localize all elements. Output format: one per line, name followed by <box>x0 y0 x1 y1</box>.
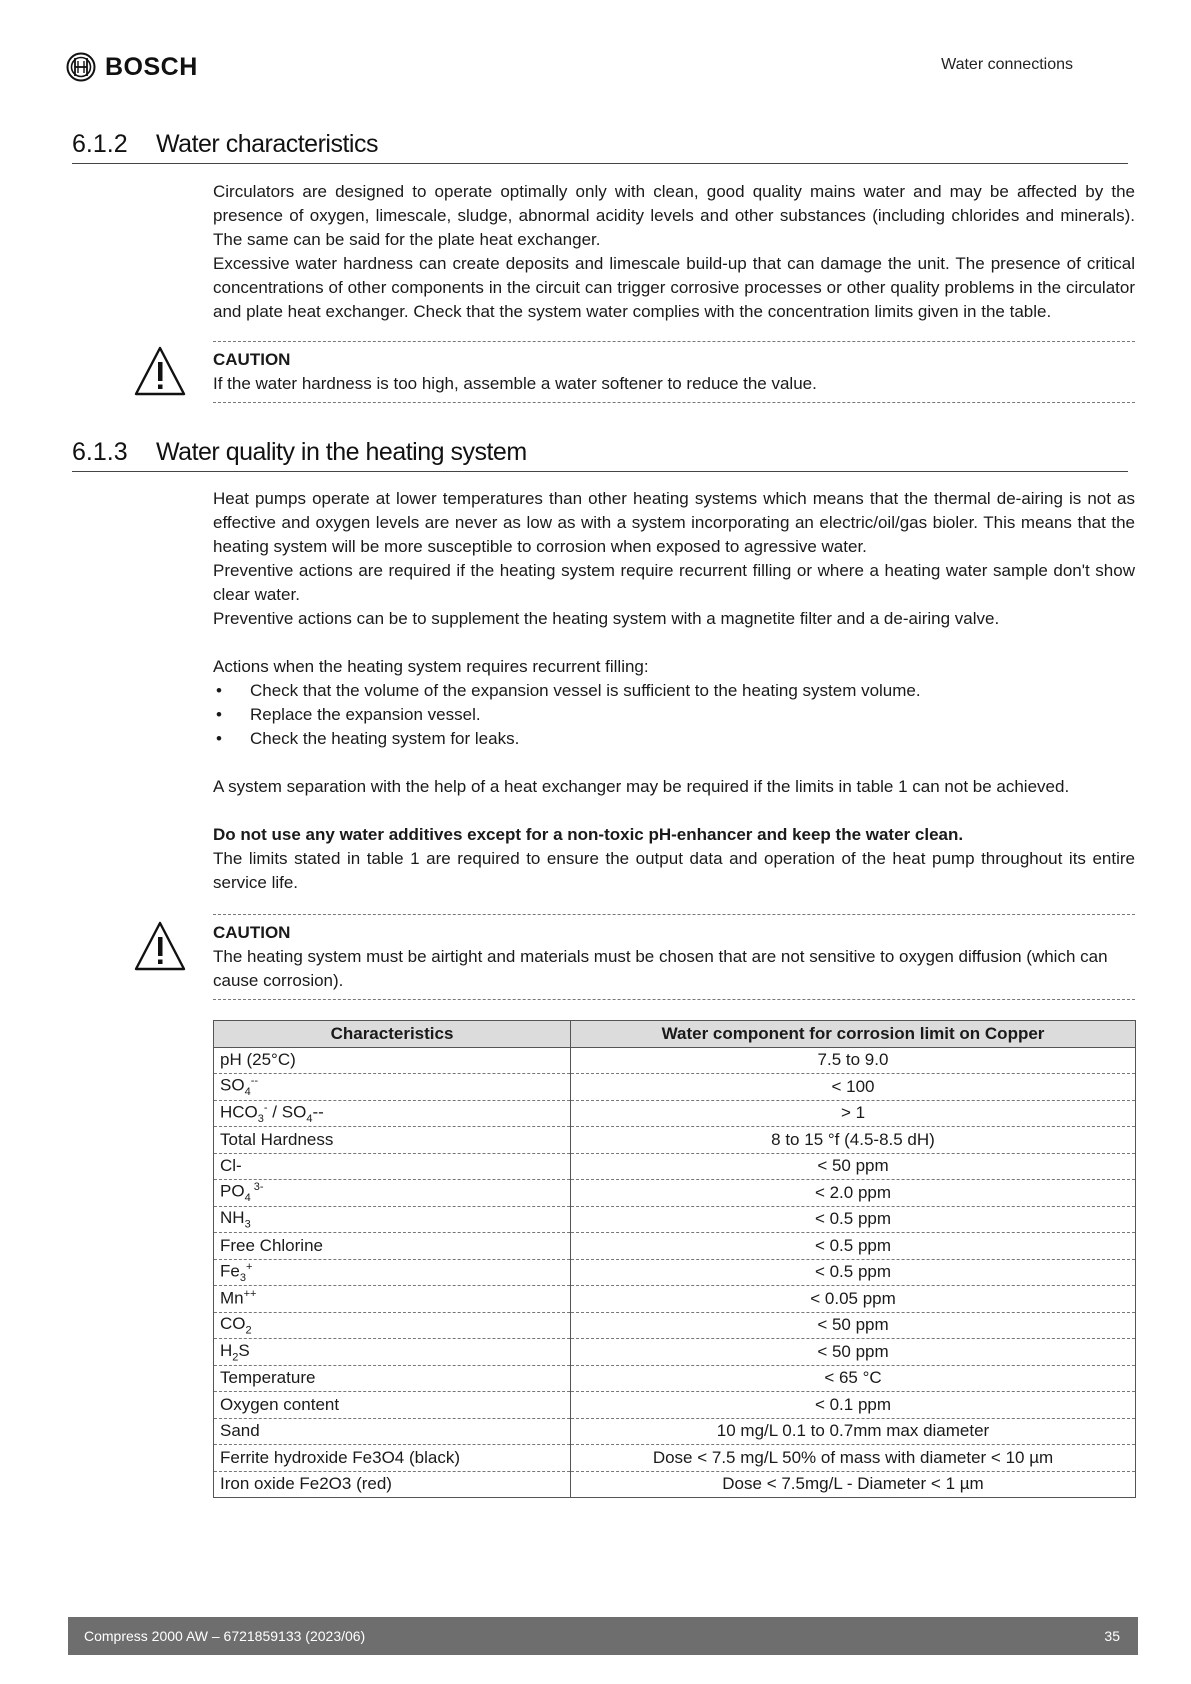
caution-title: CAUTION <box>213 923 291 942</box>
characteristic-cell: pH (25°C) <box>214 1047 571 1074</box>
section-heading-6-1-3 <box>72 438 1128 472</box>
list-item: • Replace the expansion vessel. <box>213 703 1135 727</box>
table-row <box>214 1047 1136 1074</box>
list-item: • Check the heating system for leaks. <box>213 727 1135 751</box>
table-row <box>214 1445 1136 1472</box>
table-row <box>214 1339 1136 1366</box>
characteristic-cell: Mn++ <box>214 1286 571 1313</box>
additives-warning: Do not use any water additives except for a non-toxic pH-enhancer and keep the water clean. <box>213 825 964 844</box>
limit-cell: > 1 <box>571 1100 1136 1127</box>
bullet-icon: • <box>216 705 222 724</box>
paragraph: Circulators are designed to operate optimally only with clean, good quality mains water and may be affected by the presence of oxygen, limescale, sludge, abnormal acidity levels and other substances (including chlorides and minerals). The same can be said for the plate heat exchanger. <box>213 182 1135 249</box>
table-header-row <box>214 1021 1136 1048</box>
column-header-limit: Water component for corrosion limit on Copper <box>571 1021 1136 1048</box>
section-number: 6.1.2 <box>72 130 128 158</box>
table-row <box>214 1127 1136 1154</box>
limit-cell: < 100 <box>571 1074 1136 1101</box>
bosch-logo <box>66 52 198 82</box>
characteristic-cell: $PO_4$ $^{3-}$ <box>214 1180 571 1207</box>
characteristic-cell: Free Chlorine <box>214 1233 571 1260</box>
caution-title: CAUTION <box>213 350 291 369</box>
characteristic-cell: $HCO_3^- / SO_4--$ <box>214 1100 571 1127</box>
characteristic-cell: Ferrite hydroxide Fe3O4 (black) <box>214 1445 571 1472</box>
running-head: Water connections <box>941 56 1073 73</box>
warning-triangle-icon <box>134 345 186 397</box>
caution-box <box>213 341 1135 403</box>
table-row <box>214 1286 1136 1313</box>
page-number: 35 <box>1104 1628 1120 1644</box>
limit-cell: 8 to 15 °f (4.5-8.5 dH) <box>571 1127 1136 1154</box>
table-row <box>214 1392 1136 1419</box>
characteristic-cell: Oxygen content <box>214 1392 571 1419</box>
characteristic-cell: $H_2S$ <box>214 1339 571 1366</box>
characteristic-cell: Sand <box>214 1418 571 1445</box>
actions-intro: Actions when the heating system requires recurrent filling: <box>213 657 649 676</box>
characteristic-cell: Total Hardness <box>214 1127 571 1154</box>
limit-cell: < 65 °C <box>571 1365 1136 1392</box>
section-6-1-3-body <box>213 487 1135 895</box>
water-limits-table <box>213 1020 1136 1498</box>
limit-cell: < 0.05 ppm <box>571 1286 1136 1313</box>
caution-box <box>213 914 1135 1000</box>
table-row <box>214 1259 1136 1286</box>
table-row <box>214 1365 1136 1392</box>
footer-doc-id: Compress 2000 AW – 6721859133 (2023/06) <box>84 1628 366 1644</box>
section-title: Water quality in the heating system <box>156 438 527 466</box>
table-row <box>214 1312 1136 1339</box>
limit-cell: < 0.5 ppm <box>571 1233 1136 1260</box>
section-title: Water characteristics <box>156 130 378 158</box>
table-row <box>214 1153 1136 1180</box>
section-number: 6.1.3 <box>72 438 128 466</box>
table-row <box>214 1100 1136 1127</box>
limit-cell: 10 mg/L 0.1 to 0.7mm max diameter <box>571 1418 1136 1445</box>
characteristic-cell: $CO_2$ <box>214 1312 571 1339</box>
separation-note: A system separation with the help of a heat exchanger may be required if the limits in table 1 can not be achieved. <box>213 777 1070 796</box>
table-row <box>214 1233 1136 1260</box>
brand-name: BOSCH <box>105 52 198 81</box>
limit-cell: < 50 ppm <box>571 1312 1136 1339</box>
paragraph: Preventive actions are required if the heating system require recurrent filling or where a heating water sample don't show clear water. <box>213 561 1135 604</box>
limit-cell: < 0.5 ppm <box>571 1206 1136 1233</box>
table-row <box>214 1074 1136 1101</box>
characteristic-cell: Iron oxide Fe2O3 (red) <box>214 1471 571 1498</box>
characteristic-cell: $SO_4^{--}$ <box>214 1074 571 1101</box>
caution-text: If the water hardness is too high, assemble a water softener to reduce the value. <box>213 374 817 393</box>
limit-cell: Dose < 7.5mg/L - Diameter < 1 µm <box>571 1471 1136 1498</box>
table-row <box>214 1418 1136 1445</box>
limit-cell: < 50 ppm <box>571 1153 1136 1180</box>
paragraph: Excessive water hardness can create deposits and limescale build-up that can damage the unit. The presence of critical concentrations of other components in the circuit can trigger corrosive processes or other quality problems in the circulator and plate heat exchanger. Check that the system water complies with the concentration limits given in the table. <box>213 254 1135 321</box>
limit-cell: < 0.1 ppm <box>571 1392 1136 1419</box>
table-row <box>214 1206 1136 1233</box>
paragraph: Preventive actions can be to supplement the heating system with a magnetite filter and a de-airing valve. <box>213 609 1000 628</box>
bullet-icon: • <box>216 681 222 700</box>
limit-cell: < 0.5 ppm <box>571 1259 1136 1286</box>
column-header-characteristics: Characteristics <box>214 1021 571 1048</box>
characteristic-cell: Cl- <box>214 1153 571 1180</box>
bosch-armature-icon <box>66 52 96 82</box>
limit-cell: < 2.0 ppm <box>571 1180 1136 1207</box>
characteristic-cell: $NH_3$ <box>214 1206 571 1233</box>
list-item: • Check that the volume of the expansion vessel is sufficient to the heating system volume. <box>213 679 1135 703</box>
page-footer <box>68 1617 1138 1655</box>
table-row <box>214 1471 1136 1498</box>
limits-note: The limits stated in table 1 are required to ensure the output data and operation of the heat pump throughout its entire service life. <box>213 849 1135 892</box>
actions-list <box>213 679 1135 751</box>
characteristic-cell: Temperature <box>214 1365 571 1392</box>
bullet-icon: • <box>216 729 222 748</box>
characteristic-cell: $Fe_3^+$ <box>214 1259 571 1286</box>
warning-triangle-icon <box>134 920 186 972</box>
table-row <box>214 1180 1136 1207</box>
caution-text: The heating system must be airtight and materials must be chosen that are not sensitive to oxygen diffusion (which can cause corrosion). <box>213 947 1108 990</box>
paragraph: Heat pumps operate at lower temperatures than other heating systems which means that the thermal de-airing is not as effective and oxygen levels are never as low as with a system incorporating an electric/oil/gas bioler. This means that the heating system will be more susceptible to corrosion when exposed to agressive water. <box>213 489 1135 556</box>
section-heading-6-1-2 <box>72 130 1128 164</box>
limit-cell: Dose < 7.5 mg/L 50% of mass with diameter < 10 µm <box>571 1445 1136 1472</box>
limit-cell: < 50 ppm <box>571 1339 1136 1366</box>
section-6-1-2-body <box>213 180 1135 324</box>
limit-cell: 7.5 to 9.0 <box>571 1047 1136 1074</box>
